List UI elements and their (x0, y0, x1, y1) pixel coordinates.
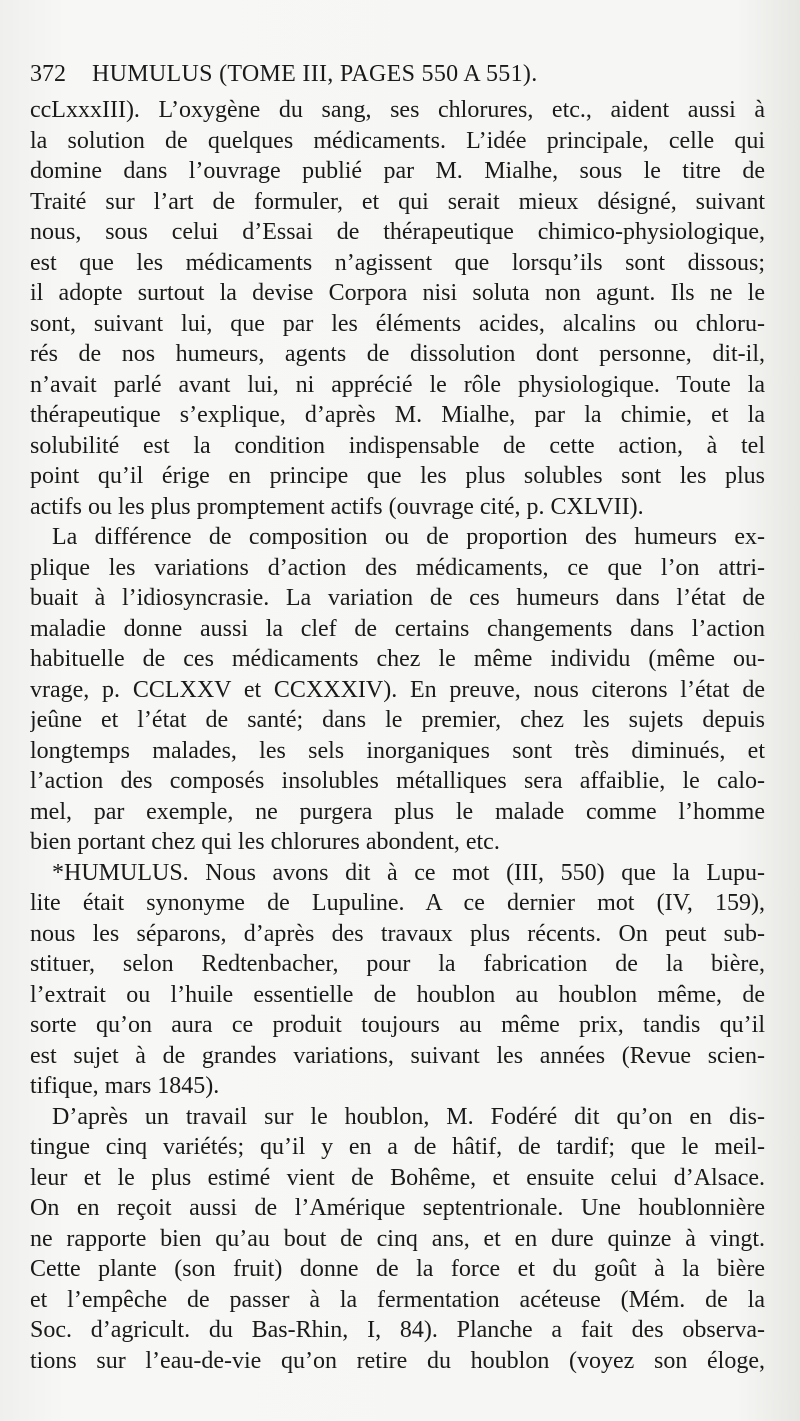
text-line: Soc. d’agricult. du Bas-Rhin, I, 84). Planche a fait des observa- (30, 1317, 765, 1343)
text-line: la solution de quelques médicaments. L’idée principale, celle qui (30, 127, 765, 154)
running-title: HUMULUS (TOME III, PAGES 550 A 551). (92, 61, 538, 87)
text-line: Cette plante (son fruit) donne de la force et du goût à la bière (30, 1256, 765, 1282)
text-line: n’avait parlé avant lui, ni apprécié le rôle physiologique. Toute la (30, 371, 765, 398)
text-line: tifique, mars 1845). (30, 1073, 220, 1099)
text-line: nous, sous celui d’Essai de thérapeutique chimico-physiologique, (30, 219, 765, 245)
text-line: rés de nos humeurs, agents de dissolution dont personne, dit-il, (30, 341, 765, 367)
text-line: tions sur l’eau-de-vie qu’on retire du houblon (voyez son éloge, (30, 1347, 765, 1374)
text-line: est que les médicaments n’agissent que lorsqu’ils sont dissous; (30, 249, 765, 276)
text-line: On en reçoit aussi de l’Amérique septentrionale. Une houblonnière (30, 1195, 765, 1221)
paragraph-4 (30, 1102, 765, 1377)
text-line: La différence de composition ou de proportion des humeurs ex- (52, 524, 765, 550)
body-text (30, 95, 765, 1376)
text-line: thérapeutique s’explique, d’après M. Mialhe, par la chimie, et la (30, 402, 765, 428)
text-line: vrage, p. CCLXXV et CCXXXIV). En preuve, nous citerons l’état de (30, 676, 765, 703)
paragraph-1 (30, 95, 765, 522)
text-line: maladie donne aussi la clef de certains changements dans l’action (30, 615, 765, 642)
text-line: jeûne et l’état de santé; dans le premier, chez les sujets depuis (30, 707, 765, 733)
text-line: leur et le plus estimé vient de Bohême, et ensuite celui d’Alsace. (30, 1164, 765, 1191)
text-line: longtemps malades, les sels inorganiques sont très diminués, et (30, 737, 765, 764)
text-line: tingue cinq variétés; qu’il y en a de hâtif, de tardif; que le meil- (30, 1134, 765, 1160)
text-line: il adopte surtout la devise Corpora nisi soluta non agunt. Ils ne le (30, 280, 765, 306)
text-line: solubilité est la condition indispensable de cette action, à tel (30, 432, 765, 459)
text-line: plique les variations d’action des médicaments, ce que l’on attri- (30, 554, 765, 581)
text-line: mel, par exemple, ne purgera plus le malade comme l’homme (30, 798, 765, 825)
paragraph-2 (30, 522, 765, 858)
text-line: buait à l’idiosyncrasie. La variation de ces humeurs dans l’état de (30, 585, 765, 611)
text-line: Traité sur l’art de formuler, et qui serait mieux désigné, suivant (30, 188, 765, 215)
paragraph-3 (30, 858, 765, 1102)
text-line: sorte qu’on aura ce produit toujours au même prix, tandis qu’il (30, 1012, 765, 1038)
text-line: lite était synonyme de Lupuline. A ce dernier mot (IV, 159), (30, 890, 765, 916)
text-line: ne rapporte bien qu’au bout de cinq ans, et en dure quinze à vingt. (30, 1225, 765, 1252)
text-line: sont, suivant lui, que par les éléments acides, alcalins ou chloru- (30, 310, 765, 337)
text-line: est sujet à de grandes variations, suivant les années (Revue scien- (30, 1042, 765, 1069)
page-number: 372 (30, 61, 66, 87)
text-line: bien portant chez qui les chlorures abondent, etc. (30, 829, 500, 855)
text-line: ccLxxxIII). L’oxygène du sang, ses chlorures, etc., aident aussi à (30, 97, 765, 123)
text-line: domine dans l’ouvrage publié par M. Mialhe, sous le titre de (30, 158, 765, 184)
text-line: D’après un travail sur le houblon, M. Fodéré dit qu’on en dis- (52, 1103, 765, 1130)
text-line: l’extrait ou l’huile essentielle de houblon au houblon même, de (30, 981, 765, 1008)
text-line: et l’empêche de passer à la fermentation acéteuse (Mém. de la (30, 1286, 765, 1313)
text-line: *HUMULUS. Nous avons dit à ce mot (III, 550) que la Lupu- (52, 859, 765, 886)
text-line: stituer, selon Redtenbacher, pour la fabrication de la bière, (30, 951, 765, 977)
page-header (30, 58, 770, 90)
text-line: nous les séparons, d’après des travaux plus récents. On peut sub- (30, 920, 765, 947)
text-line: l’action des composés insolubles métalliques sera affaiblie, le calo- (30, 768, 765, 794)
text-line: actifs ou les plus promptement actifs (ouvrage cité, p. CXLVII). (30, 493, 644, 520)
text-line: point qu’il érige en principe que les plus solubles sont les plus (30, 463, 765, 489)
text-line: habituelle de ces médicaments chez le même individu (même ou- (30, 646, 765, 672)
